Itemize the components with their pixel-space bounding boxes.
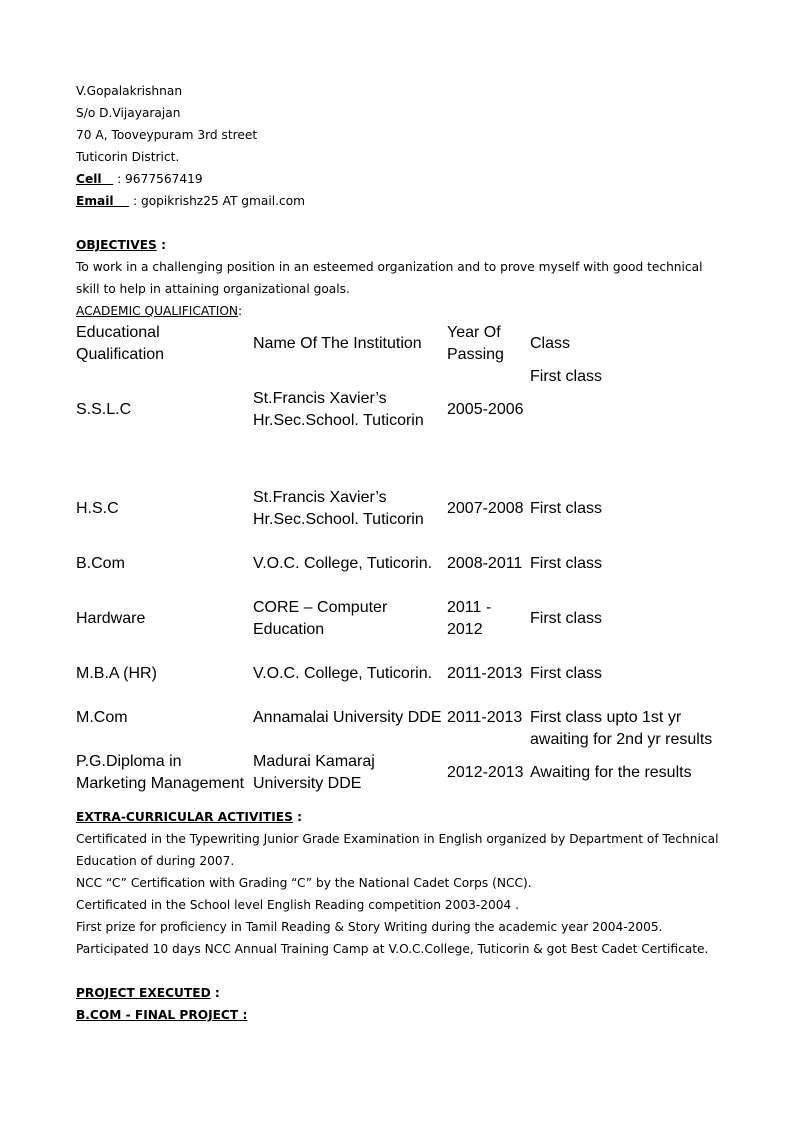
header-year: Year Of Passing xyxy=(447,324,504,363)
row-class: Awaiting for the results xyxy=(530,764,692,781)
activity-item: Education of during 2007. xyxy=(76,854,235,868)
table-row xyxy=(76,599,736,663)
row-class: First class xyxy=(530,665,602,682)
row-qualification: B.Com xyxy=(76,555,125,572)
row-institution: V.O.C. College, Tuticorin. xyxy=(253,555,433,572)
cell-value: : 9677567419 xyxy=(117,172,203,186)
row-institution: V.O.C. College, Tuticorin. xyxy=(253,665,433,682)
table-row xyxy=(76,366,736,498)
row-class: First class xyxy=(530,500,602,517)
row-qualification: Hardware xyxy=(76,610,146,627)
table-row xyxy=(76,707,736,751)
row-qualification: P.G.Diploma in Marketing Management xyxy=(76,753,245,792)
final-project-heading-line: B.COM - FINAL PROJECT : xyxy=(76,1008,248,1022)
row-year: 2011-2013 xyxy=(447,709,523,726)
header-qualification: Educational Qualification xyxy=(76,324,165,363)
project-heading: PROJECT EXECUTED xyxy=(76,986,211,1000)
row-institution: Madurai Kamaraj University DDE xyxy=(253,753,375,792)
header-institution: Name Of The Institution xyxy=(253,335,422,352)
row-institution: Annamalai University DDE xyxy=(253,709,442,726)
address-line: 70 A, Tooveypuram 3rd street xyxy=(76,128,258,142)
table-row xyxy=(76,489,736,553)
district-line: Tuticorin District. xyxy=(76,150,180,164)
row-qualification: M.B.A (HR) xyxy=(76,665,157,682)
activity-item: Certificated in the School level English Reading competition 2003-2004 . xyxy=(76,898,520,912)
row-class: First class xyxy=(530,368,602,385)
activity-item: NCC “C” Certification with Grading “C” by the National Cadet Corps (NCC). xyxy=(76,876,532,890)
cell-label: Cell xyxy=(76,172,102,186)
row-qualification: H.S.C xyxy=(76,500,119,517)
activity-item: Certificated in the Typewriting Junior Grade Examination in English organized by Department of Technical xyxy=(76,832,719,846)
objectives-text-2: skill to help in attaining organizational goals. xyxy=(76,282,350,296)
table-row xyxy=(76,663,736,707)
row-year: 2007-2008 xyxy=(447,500,524,517)
extracurricular-heading: EXTRA-CURRICULAR ACTIVITIES xyxy=(76,810,293,824)
objectives-text-1: To work in a challenging position in an esteemed organization and to prove myself with good technical xyxy=(76,260,703,274)
extracurricular-heading-line: EXTRA-CURRICULAR ACTIVITIES : xyxy=(76,810,302,824)
row-class: First class xyxy=(530,610,602,627)
table-header-row xyxy=(76,322,736,366)
activity-item: First prize for proficiency in Tamil Reading & Story Writing during the academic year 2004-2005. xyxy=(76,920,663,934)
table-row xyxy=(76,751,736,806)
header-class: Class xyxy=(530,335,571,352)
activity-item: Participated 10 days NCC Annual Training Camp at V.O.C.College, Tuticorin & got Best Cadet Certificate. xyxy=(76,942,709,956)
row-institution: CORE – Computer Education xyxy=(253,599,388,638)
cell-line xyxy=(76,168,736,190)
final-project-heading: B.COM - FINAL PROJECT xyxy=(76,1008,239,1022)
objectives-heading-line: OBJECTIVES : xyxy=(76,238,166,252)
resume-page xyxy=(76,80,736,1026)
row-year: 2005-2006 xyxy=(447,401,524,418)
row-institution: St.Francis Xavier’s Hr.Sec.School. Tuticorin xyxy=(253,489,424,528)
row-year: 2011 - 2012 xyxy=(447,599,492,638)
row-year: 2012-2013 xyxy=(447,764,524,781)
row-year: 2008-2011 xyxy=(447,555,523,572)
email-label: Email xyxy=(76,194,114,208)
project-heading-line: PROJECT EXECUTED : xyxy=(76,986,220,1000)
row-class: First class xyxy=(530,555,602,572)
email-value: : gopikrishz25 AT gmail.com xyxy=(132,194,306,208)
qualification-table xyxy=(76,322,736,806)
row-class: First class upto 1st yr awaiting for 2nd yr results xyxy=(530,709,713,748)
row-qualification: S.S.L.C xyxy=(76,401,132,418)
parent-name: S/o D.Vijayarajan xyxy=(76,106,181,120)
email-line xyxy=(76,190,736,212)
row-qualification: M.Com xyxy=(76,709,128,726)
applicant-name: V.Gopalakrishnan xyxy=(76,84,183,98)
academic-heading: ACADEMIC QUALIFICATION xyxy=(76,304,239,318)
row-institution: St.Francis Xavier’s Hr.Sec.School. Tuticorin xyxy=(253,390,424,429)
row-year: 2011-2013 xyxy=(447,665,523,682)
academic-heading-line: ACADEMIC QUALIFICATION: xyxy=(76,304,243,318)
objectives-heading: OBJECTIVES xyxy=(76,238,157,252)
